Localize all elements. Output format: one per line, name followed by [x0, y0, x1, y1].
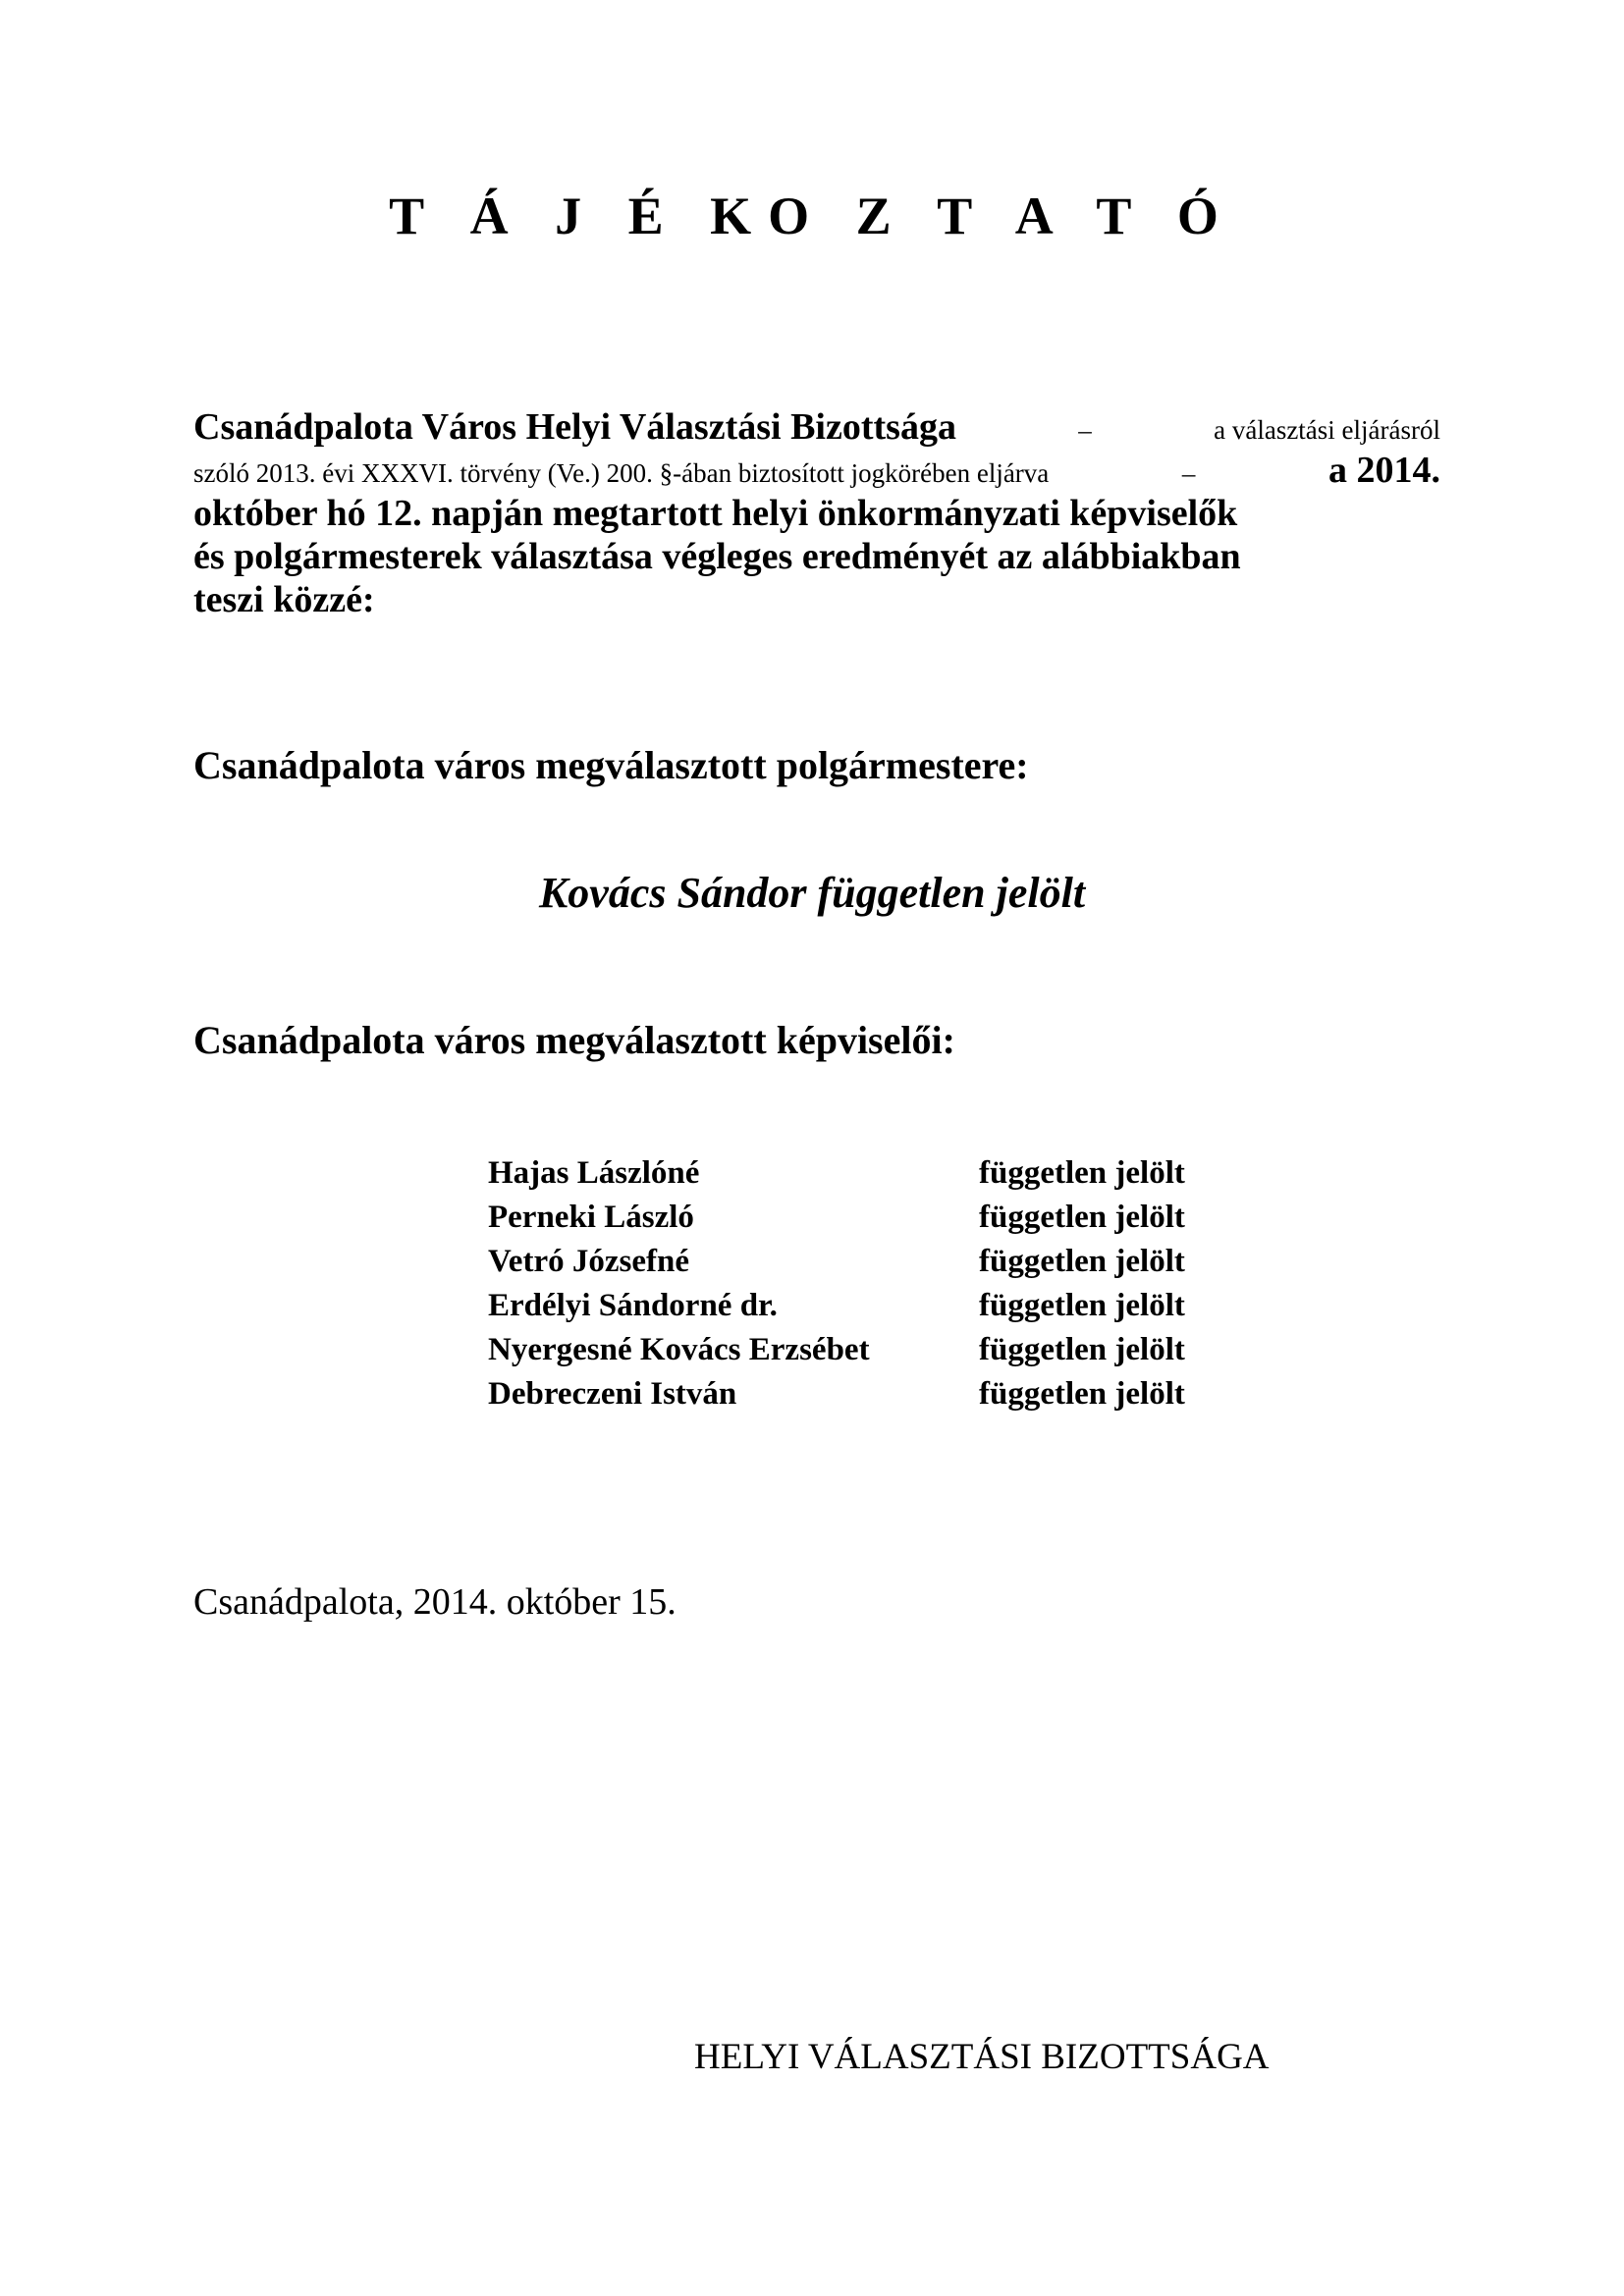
rep-name: Hajas Lászlóné	[488, 1155, 700, 1191]
intro-text: a választási eljárásról	[1214, 415, 1440, 445]
rep-name: Perneki László	[488, 1200, 694, 1235]
signature-committee: HELYI VÁLASZTÁSI BIZOTTSÁGA	[694, 2037, 1270, 2077]
list-item	[488, 1328, 1185, 1372]
rep-status: független jelölt	[979, 1288, 1185, 1323]
intro-line-4: és polgármesterek választása végleges eredményét az alábbiakban	[193, 536, 1241, 577]
intro-line-5: teszi közzé:	[193, 579, 375, 620]
rep-name: Debreczeni István	[488, 1376, 737, 1412]
list-item	[488, 1196, 1185, 1240]
representatives-list	[488, 1151, 1185, 1416]
intro-line-2	[193, 449, 1440, 492]
intro-line-1	[193, 405, 1440, 449]
intro-bold-text: a 2014.	[1328, 450, 1440, 491]
list-item	[488, 1284, 1185, 1328]
rep-status: független jelölt	[979, 1376, 1185, 1412]
rep-status: független jelölt	[979, 1200, 1185, 1235]
intro-text: szóló 2013. évi XXXVI. törvény (Ve.) 200. §-ában biztosított jogkörében eljárva	[193, 458, 1050, 488]
representatives-heading: Csanádpalota város megválasztott képviselői:	[193, 1018, 955, 1062]
rep-name: Erdélyi Sándorné dr.	[488, 1288, 778, 1323]
committee-name: Csanádpalota Város Helyi Választási Bizottsága	[193, 406, 956, 448]
rep-status: független jelölt	[979, 1155, 1185, 1191]
intro-line-3: október hó 12. napján megtartott helyi önkormányzati képviselők	[193, 493, 1238, 534]
mayor-name: Kovács Sándor független jelölt	[538, 869, 1086, 917]
rep-status: független jelölt	[979, 1332, 1185, 1367]
list-item	[488, 1372, 1185, 1416]
rep-name: Vetró Józsefné	[488, 1244, 689, 1279]
place-and-date: Csanádpalota, 2014. október 15.	[193, 1581, 677, 1623]
rep-name: Nyergesné Kovács Erzsébet	[488, 1332, 870, 1367]
document-title: T Á J É KO Z T A T Ó	[389, 187, 1235, 245]
list-item	[488, 1240, 1185, 1284]
dash: –	[1078, 415, 1092, 445]
list-item	[488, 1151, 1185, 1196]
intro-paragraph	[193, 405, 1440, 621]
mayor-heading: Csanádpalota város megválasztott polgármestere:	[193, 743, 1029, 787]
dash: –	[1181, 458, 1196, 488]
rep-status: független jelölt	[979, 1244, 1185, 1279]
